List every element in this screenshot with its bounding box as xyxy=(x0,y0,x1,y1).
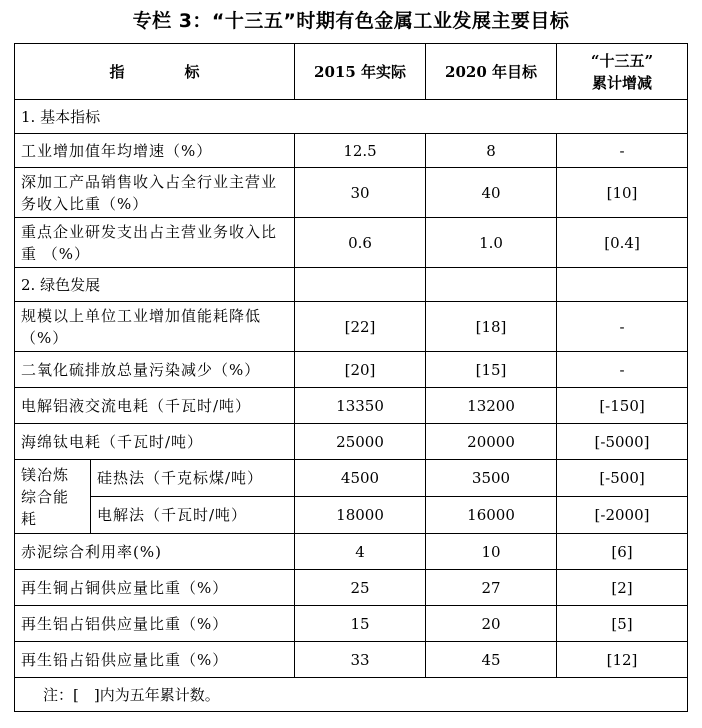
row-label: 规模以上单位工业增加值能耗降低（%） xyxy=(15,302,295,352)
table-row xyxy=(15,606,688,642)
section-row xyxy=(15,100,688,134)
header-2020-target: 2020 年目标 xyxy=(426,44,557,100)
empty-cell xyxy=(295,268,426,302)
cell-change: [2] xyxy=(557,570,688,606)
row-label: 再生铅占铅供应量比重（%） xyxy=(15,642,295,678)
row-label: 再生铝占铝供应量比重（%） xyxy=(15,606,295,642)
cell-2015: 12.5 xyxy=(295,134,426,168)
header-cumulative-line1: “十三五” xyxy=(590,51,654,70)
table-row xyxy=(15,642,688,678)
targets-table xyxy=(14,43,688,712)
cell-2015: 4500 xyxy=(295,460,426,497)
cell-change: [-2000] xyxy=(557,497,688,534)
cell-2015: 13350 xyxy=(295,388,426,424)
cell-2020: 1.0 xyxy=(426,218,557,268)
cell-2020: 45 xyxy=(426,642,557,678)
cell-2020: 3500 xyxy=(426,460,557,497)
table-row xyxy=(15,497,688,534)
cell-change: [12] xyxy=(557,642,688,678)
note-row xyxy=(15,678,688,712)
table-row xyxy=(15,168,688,218)
table-row xyxy=(15,134,688,168)
table-note: 注：[ ]内为五年累计数。 xyxy=(15,678,688,712)
cell-2015: [22] xyxy=(295,302,426,352)
table-row xyxy=(15,218,688,268)
cell-2020: 27 xyxy=(426,570,557,606)
row-label: 电解法（千瓦时/吨） xyxy=(91,497,295,534)
header-cumulative xyxy=(557,44,688,100)
cell-change: [10] xyxy=(557,168,688,218)
cell-2015: 4 xyxy=(295,534,426,570)
row-label: 重点企业研发支出占主营业务收入比重 （%） xyxy=(15,218,295,268)
row-label: 工业增加值年均增速（%） xyxy=(15,134,295,168)
table-row xyxy=(15,570,688,606)
row-label: 二氧化硫排放总量污染减少（%） xyxy=(15,352,295,388)
cell-change: [-5000] xyxy=(557,424,688,460)
header-cumulative-line2: 累计增减 xyxy=(592,73,653,92)
cell-2015: 25 xyxy=(295,570,426,606)
cell-change: [-500] xyxy=(557,460,688,497)
cell-2020: 20000 xyxy=(426,424,557,460)
cell-2015: 0.6 xyxy=(295,218,426,268)
cell-2020: [18] xyxy=(426,302,557,352)
cell-2020: 40 xyxy=(426,168,557,218)
header-indicator: 指 标 xyxy=(15,44,295,100)
empty-cell xyxy=(426,268,557,302)
cell-2020: 8 xyxy=(426,134,557,168)
cell-2015: 30 xyxy=(295,168,426,218)
cell-2020: 13200 xyxy=(426,388,557,424)
row-label: 深加工产品销售收入占全行业主营业务收入比重（%） xyxy=(15,168,295,218)
row-label: 赤泥综合利用率(%) xyxy=(15,534,295,570)
cell-2020: [15] xyxy=(426,352,557,388)
row-label: 再生铜占铜供应量比重（%） xyxy=(15,570,295,606)
table-title: 专栏 3：“十三五”时期有色金属工业发展主要目标 xyxy=(132,10,570,32)
table-row xyxy=(15,352,688,388)
row-label: 海绵钛电耗（千瓦时/吨） xyxy=(15,424,295,460)
cell-change: [-150] xyxy=(557,388,688,424)
empty-cell xyxy=(557,268,688,302)
cell-change: [6] xyxy=(557,534,688,570)
cell-change: [5] xyxy=(557,606,688,642)
cell-change: - xyxy=(557,352,688,388)
table-row xyxy=(15,460,688,497)
row-label: 硅热法（千克标煤/吨） xyxy=(91,460,295,497)
cell-2015: 18000 xyxy=(295,497,426,534)
cell-2020: 16000 xyxy=(426,497,557,534)
cell-change: [0.4] xyxy=(557,218,688,268)
table-row xyxy=(15,388,688,424)
table-row xyxy=(15,302,688,352)
section-basic: 1. 基本指标 xyxy=(15,100,688,134)
cell-2020: 20 xyxy=(426,606,557,642)
mg-group-label: 镁冶炼综合能耗 xyxy=(15,460,91,534)
section-green: 2. 绿色发展 xyxy=(15,268,295,302)
cell-change: - xyxy=(557,134,688,168)
cell-2015: 25000 xyxy=(295,424,426,460)
table-row xyxy=(15,534,688,570)
table-row xyxy=(15,424,688,460)
row-label: 电解铝液交流电耗（千瓦时/吨） xyxy=(15,388,295,424)
section-row xyxy=(15,268,688,302)
cell-2020: 10 xyxy=(426,534,557,570)
header-2015-actual: 2015 年实际 xyxy=(295,44,426,100)
header-row xyxy=(15,44,688,100)
cell-change: - xyxy=(557,302,688,352)
cell-2015: [20] xyxy=(295,352,426,388)
cell-2015: 33 xyxy=(295,642,426,678)
cell-2015: 15 xyxy=(295,606,426,642)
